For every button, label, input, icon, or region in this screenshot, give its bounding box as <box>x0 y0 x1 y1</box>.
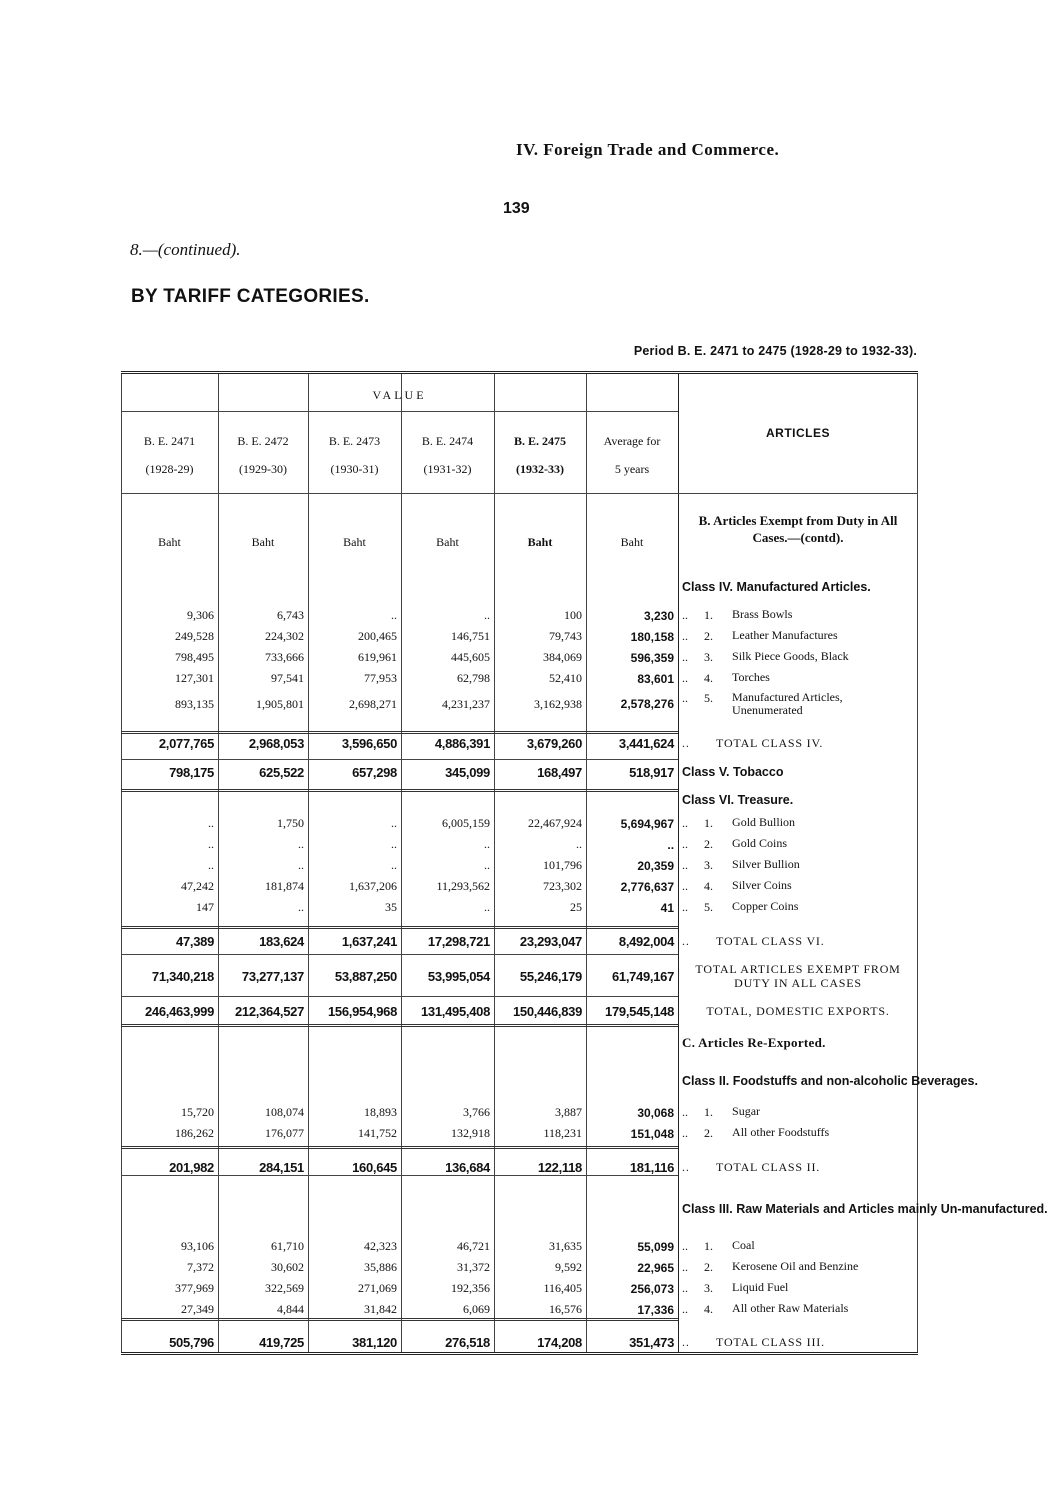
article-label <box>678 1278 918 1299</box>
value-cell: 15,720 <box>181 1105 214 1119</box>
leader-dots: .. <box>682 933 690 948</box>
value-cell: 17,298,721 <box>427 933 490 949</box>
leader-dots: .. <box>682 735 690 750</box>
value-cell: 246,463,999 <box>145 1003 214 1019</box>
class-heading: Class III. Raw Materials and Articles mainly Un-manufactured. <box>682 1202 1048 1216</box>
leader-dots: .. <box>682 816 689 830</box>
value-cell: 3,766 <box>463 1105 490 1119</box>
value-cell: .. <box>298 858 304 872</box>
article-label <box>678 813 918 834</box>
value-header: VALUE <box>372 388 427 402</box>
value-cell: 141,752 <box>358 1126 397 1140</box>
value-cell: 30,602 <box>271 1260 304 1274</box>
item-label: Manufactured Articles, Unenumerated <box>732 690 843 717</box>
value-cell: 322,569 <box>265 1281 304 1295</box>
value-cell: 419,725 <box>259 1334 304 1350</box>
value-cell: 3,596,650 <box>341 735 397 751</box>
item-number: 2. <box>704 1260 714 1274</box>
item-number: 1. <box>704 1105 714 1119</box>
article-label <box>678 876 918 897</box>
value-cell: 118,231 <box>543 1126 582 1140</box>
value-cell: 147 <box>196 900 214 914</box>
value-cell: .. <box>391 837 397 851</box>
class-heading: C. Articles Re-Exported. <box>682 1035 826 1050</box>
value-cell: 100 <box>564 608 582 622</box>
value-cell: 2,776,637 <box>620 879 675 894</box>
leader-dots: .. <box>682 608 689 622</box>
leader-dots: .. <box>682 837 689 851</box>
value-cell: 31,372 <box>457 1260 490 1274</box>
table-row <box>121 876 918 897</box>
article-label <box>678 626 918 647</box>
value-cell: 3,230 <box>644 608 675 623</box>
leader-dots: .. <box>682 1302 689 1316</box>
leader-dots: .. <box>682 879 689 893</box>
value-cell: 2,077,765 <box>158 735 214 751</box>
header-rule <box>121 493 918 494</box>
value-cell: 505,796 <box>169 1334 214 1350</box>
col-year: B. E. 2474 <box>421 434 474 448</box>
item-number: 4. <box>704 671 714 685</box>
value-cell: 4,886,391 <box>434 735 490 751</box>
page-number: 139 <box>503 200 530 217</box>
value-cell: 1,637,206 <box>349 879 397 893</box>
item-number: 5. <box>704 900 714 914</box>
value-cell: 9,306 <box>187 608 214 622</box>
article-label <box>678 605 918 626</box>
value-cell: 31,842 <box>364 1302 397 1316</box>
col-range: (1931-32) <box>423 462 472 476</box>
period-label: Period B. E. 2471 to 2475 (1928-29 to 1932-33). <box>633 344 917 358</box>
item-number: 4. <box>704 879 714 893</box>
value-cell: 3,887 <box>555 1105 582 1119</box>
item-number: 3. <box>704 1281 714 1295</box>
value-cell: 27,349 <box>181 1302 214 1316</box>
leader-dots: .. <box>682 1105 689 1119</box>
item-number: 3. <box>704 650 714 664</box>
value-cell: 150,446,839 <box>513 1003 582 1019</box>
value-cell: 71,340,218 <box>151 968 214 984</box>
value-cell: 11,293,562 <box>436 879 490 893</box>
value-cell: 53,995,054 <box>427 968 490 984</box>
value-cell: 518,917 <box>629 764 675 780</box>
unit-label: Baht <box>527 535 553 549</box>
total-rule <box>121 926 678 929</box>
value-cell: 381,120 <box>352 1334 397 1350</box>
item-label: Copper Coins <box>732 899 799 913</box>
class-row <box>121 757 918 787</box>
header-rule <box>121 411 678 412</box>
value-cell: .. <box>208 816 214 830</box>
value-cell: 445,605 <box>451 650 490 664</box>
value-cell: 83,601 <box>637 671 675 686</box>
value-cell: 47,242 <box>181 879 214 893</box>
value-cell: .. <box>576 837 582 851</box>
value-cell: 55,246,179 <box>519 968 582 984</box>
value-cell: 224,302 <box>265 629 304 643</box>
item-label: Liquid Fuel <box>732 1280 789 1294</box>
value-cell: 16,576 <box>549 1302 582 1316</box>
value-cell: .. <box>208 858 214 872</box>
value-cell: 596,359 <box>630 650 675 665</box>
value-cell: 183,624 <box>259 933 304 949</box>
value-cell: 733,666 <box>265 650 304 664</box>
total-label <box>678 1328 918 1356</box>
value-cell: .. <box>298 837 304 851</box>
leader-dots: .. <box>682 650 689 664</box>
value-cell: 619,961 <box>358 650 397 664</box>
item-label: Coal <box>732 1238 755 1252</box>
value-cell: 212,364,527 <box>235 1003 304 1019</box>
total-row <box>121 996 918 1026</box>
section-rule <box>121 954 678 955</box>
value-cell: 377,969 <box>175 1281 214 1295</box>
leader-dots: .. <box>682 900 689 914</box>
item-label: Gold Coins <box>732 836 788 850</box>
total-row <box>121 1152 918 1182</box>
unit-label: Baht <box>251 535 275 549</box>
value-cell: 79,743 <box>549 629 582 643</box>
value-cell: 657,298 <box>352 764 397 780</box>
value-cell: 62,798 <box>457 671 490 685</box>
value-cell: 101,796 <box>543 858 582 872</box>
value-cell: .. <box>391 608 397 622</box>
col-range: (1932-33) <box>516 462 564 476</box>
col-range: (1929-30) <box>239 462 287 476</box>
leader-dots: .. <box>682 858 689 872</box>
total-label <box>678 729 918 757</box>
value-cell: 4,844 <box>277 1302 304 1316</box>
value-cell: 201,982 <box>169 1159 214 1175</box>
value-cell: 176,077 <box>265 1126 304 1140</box>
item-label: Silk Piece Goods, Black <box>732 649 849 663</box>
leader-dots: .. <box>682 629 689 643</box>
item-label: Silver Coins <box>732 878 792 892</box>
item-number: 3. <box>704 858 714 872</box>
total-text: TOTAL CLASS IV. <box>716 735 824 750</box>
total-text: TOTAL CLASS VI. <box>716 933 825 948</box>
col-year: B. E. 2473 <box>328 434 381 448</box>
col-year: B. E. 2472 <box>237 434 289 448</box>
value-cell: 52,410 <box>549 671 582 685</box>
trade-table <box>121 569 1048 1356</box>
unit-label: Baht <box>158 535 181 549</box>
value-cell: 108,074 <box>265 1105 304 1119</box>
item-label: Silver Bullion <box>732 857 800 871</box>
article-label <box>678 1236 918 1257</box>
value-cell: .. <box>484 608 490 622</box>
value-cell: 41 <box>660 900 675 915</box>
value-cell: 200,465 <box>358 629 397 643</box>
value-cell: 146,751 <box>451 629 490 643</box>
value-cell: 192,356 <box>451 1281 490 1295</box>
section-heading: BY TARIFF CATEGORIES. <box>131 286 370 307</box>
value-cell: 6,743 <box>277 608 304 622</box>
value-cell: .. <box>208 837 214 851</box>
value-cell: 284,151 <box>259 1159 304 1175</box>
value-cell: 179,545,148 <box>605 1003 675 1019</box>
table-row <box>121 1257 918 1278</box>
value-cell: 18,893 <box>364 1105 397 1119</box>
value-cell: .. <box>484 858 490 872</box>
value-cell: 798,175 <box>169 764 214 780</box>
value-cell: 25 <box>570 900 582 914</box>
table-row <box>121 626 918 647</box>
value-cell: 174,208 <box>537 1334 582 1350</box>
item-label: Brass Bowls <box>732 607 793 621</box>
total-label <box>678 1152 918 1182</box>
item-label: All other Raw Materials <box>732 1301 849 1315</box>
table-row <box>121 647 918 668</box>
table-row <box>121 1236 918 1257</box>
total-rule <box>121 1146 678 1149</box>
value-cell: .. <box>391 816 397 830</box>
table-row <box>121 834 918 855</box>
value-cell: .. <box>484 837 490 851</box>
value-cell: 156,954,968 <box>328 1003 397 1019</box>
value-cell: 256,073 <box>630 1281 675 1296</box>
value-cell: .. <box>391 858 397 872</box>
value-cell: 168,497 <box>537 764 582 780</box>
section-rule <box>121 1024 678 1027</box>
article-label <box>678 668 918 689</box>
total-text: TOTAL CLASS III. <box>716 1334 825 1349</box>
value-cell: 893,135 <box>175 696 214 711</box>
table-row <box>121 1278 918 1299</box>
value-cell: 186,262 <box>175 1126 214 1140</box>
value-cell: 122,118 <box>537 1159 582 1175</box>
section-rule <box>121 759 678 760</box>
item-number: 4. <box>704 1302 714 1316</box>
value-cell: 1,750 <box>277 816 304 830</box>
value-cell: 271,069 <box>358 1281 397 1295</box>
value-cell: 2,698,271 <box>349 696 397 711</box>
value-cell: 20,359 <box>637 858 675 873</box>
class-label: Class V. Tobacco <box>682 765 784 779</box>
total-rule <box>121 1318 678 1321</box>
article-label <box>678 689 918 719</box>
value-cell: 180,158 <box>630 629 675 644</box>
leader-dots: .. <box>682 1159 690 1174</box>
unit-label: Baht <box>620 535 644 549</box>
value-cell: 35 <box>385 900 397 914</box>
grand-total-label: TOTAL, DOMESTIC EXPORTS. <box>706 1004 890 1018</box>
section-rule <box>121 789 678 792</box>
leader-dots: .. <box>682 1126 689 1140</box>
value-cell: 7,372 <box>187 1260 214 1274</box>
value-cell: .. <box>667 837 675 852</box>
value-cell: 136,684 <box>445 1159 490 1175</box>
value-cell: 23,293,047 <box>519 933 582 949</box>
value-cell: 127,301 <box>175 671 214 685</box>
leader-dots: .. <box>682 1260 689 1274</box>
item-number: 1. <box>704 1239 714 1253</box>
total-row <box>121 926 918 956</box>
value-cell: 1,905,801 <box>256 696 304 711</box>
value-cell: 723,302 <box>543 879 582 893</box>
value-cell: 5,694,967 <box>620 816 675 831</box>
continued-label: 8.—(continued). <box>130 240 241 259</box>
value-cell: 116,405 <box>543 1281 582 1295</box>
value-cell: 31,635 <box>549 1239 582 1253</box>
value-cell: 132,918 <box>451 1126 490 1140</box>
item-label: Kerosene Oil and Benzine <box>732 1259 859 1273</box>
section-b-title: B. Articles Exempt from Duty in All Cases.—(contd). <box>698 513 898 545</box>
value-cell: 8,492,004 <box>618 933 675 949</box>
value-cell: .. <box>484 900 490 914</box>
item-number: 1. <box>704 608 714 622</box>
item-number: 2. <box>704 1126 714 1140</box>
value-cell: 35,886 <box>364 1260 397 1274</box>
col-year: Average for <box>603 434 661 448</box>
value-cell: 181,874 <box>265 879 304 893</box>
value-cell: 93,106 <box>181 1239 214 1253</box>
article-label <box>678 855 918 876</box>
value-cell: 2,578,276 <box>620 697 675 711</box>
total-label <box>678 926 918 956</box>
table-row <box>121 813 918 834</box>
item-number: 2. <box>704 629 714 643</box>
value-cell: 47,389 <box>176 933 214 949</box>
item-label: Gold Bullion <box>732 815 796 829</box>
table-row <box>121 1299 918 1320</box>
leader-dots: .. <box>682 1334 690 1349</box>
total-row <box>121 956 918 996</box>
table-row <box>121 668 918 689</box>
value-cell: 6,069 <box>463 1302 490 1316</box>
col-range: 5 years <box>614 462 650 476</box>
table-row <box>121 897 918 918</box>
value-cell: 61,749,167 <box>611 968 675 984</box>
section-rule <box>121 1175 678 1176</box>
articles-header: ARTICLES <box>766 426 830 440</box>
article-label <box>678 1123 918 1144</box>
table-row <box>121 605 918 626</box>
value-cell: 73,277,137 <box>241 968 304 984</box>
value-cell: 4,231,237 <box>442 696 490 711</box>
value-cell: 249,528 <box>175 629 214 643</box>
section-rule <box>121 996 678 997</box>
item-number: 5. <box>704 691 714 705</box>
article-label <box>678 1102 918 1123</box>
item-label: Torches <box>732 670 770 684</box>
value-cell: .. <box>298 900 304 914</box>
total-rule <box>121 731 678 734</box>
value-cell: 151,048 <box>630 1126 675 1141</box>
table-row <box>121 855 918 876</box>
value-cell: 6,005,159 <box>442 816 490 830</box>
class-heading: Class VI. Treasure. <box>682 793 794 807</box>
article-label <box>678 1299 918 1320</box>
value-cell: 276,518 <box>445 1334 490 1350</box>
article-label <box>678 897 918 918</box>
value-cell: 1,637,241 <box>341 933 397 949</box>
value-cell: 22,467,924 <box>528 816 582 830</box>
value-cell: 42,323 <box>364 1239 397 1253</box>
table-row <box>121 1123 918 1144</box>
item-number: 2. <box>704 837 714 851</box>
value-cell: 345,099 <box>445 764 490 780</box>
value-cell: 3,679,260 <box>526 735 582 751</box>
value-cell: 22,965 <box>637 1260 675 1275</box>
value-cell: 55,099 <box>637 1239 675 1254</box>
value-cell: 3,441,624 <box>618 735 675 751</box>
value-cell: 798,495 <box>175 650 214 664</box>
class-heading: Class II. Foodstuffs and non-alcoholic Beverages. <box>682 1074 978 1088</box>
col-year: B. E. 2471 <box>143 434 196 448</box>
col-range: (1930-31) <box>330 462 379 476</box>
value-cell: 625,522 <box>259 764 304 780</box>
table-row <box>121 1102 918 1123</box>
value-cell: 61,710 <box>271 1239 304 1253</box>
leader-dots: .. <box>682 1281 689 1295</box>
item-label: Sugar <box>732 1104 761 1118</box>
value-cell: 97,541 <box>271 671 304 685</box>
value-cell: 30,068 <box>637 1105 675 1120</box>
article-label <box>678 1257 918 1278</box>
item-label: All other Foodstuffs <box>732 1125 830 1139</box>
value-cell: 53,887,250 <box>334 968 397 984</box>
article-label <box>678 647 918 668</box>
value-cell: 3,162,938 <box>534 696 582 711</box>
total-row <box>121 1328 918 1356</box>
value-cell: 9,592 <box>555 1260 582 1274</box>
table-row <box>121 689 918 719</box>
value-cell: 17,336 <box>637 1302 675 1317</box>
value-cell: 77,953 <box>364 671 397 685</box>
value-cell: 384,069 <box>543 650 582 664</box>
chapter-title: IV. Foreign Trade and Commerce. <box>516 140 780 159</box>
item-label: Leather Manufactures <box>732 628 838 642</box>
value-cell: 46,721 <box>457 1239 490 1253</box>
grand-total-label: TOTAL ARTICLES EXEMPT FROM DUTY IN ALL CASES <box>695 962 901 990</box>
item-number: 1. <box>704 816 714 830</box>
article-label <box>678 834 918 855</box>
col-year: B. E. 2475 <box>513 434 566 448</box>
leader-dots: .. <box>682 691 689 705</box>
value-cell: 2,968,053 <box>248 735 304 751</box>
value-cell: 351,473 <box>629 1334 675 1350</box>
unit-label: Baht <box>343 535 366 549</box>
value-cell: 160,645 <box>352 1159 397 1175</box>
leader-dots: .. <box>682 1239 689 1253</box>
col-range: (1928-29) <box>145 462 194 476</box>
unit-label: Baht <box>436 535 459 549</box>
value-cell: 131,495,408 <box>421 1003 490 1019</box>
leader-dots: .. <box>682 671 689 685</box>
value-cell: 181,116 <box>629 1159 675 1175</box>
class-heading: Class IV. Manufactured Articles. <box>682 580 871 594</box>
total-text: TOTAL CLASS II. <box>716 1159 821 1174</box>
